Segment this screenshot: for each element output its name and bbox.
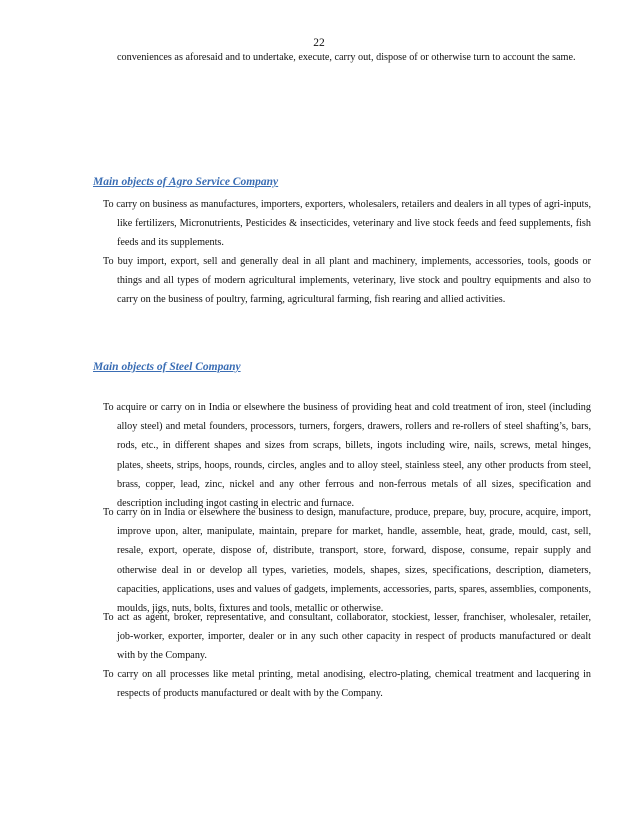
steel-item-3: To act as agent, broker, representative, and consultant, collaborator, stockiest, lesser, franchiser, wholesaler, retailer, job-worker, exporter, importer, dealer or in any such other capacity in respect of products manufactured or dealt with by the Company. xyxy=(103,612,591,662)
steel-item-1: To acquire or carry on in India or elsewhere the business of providing heat and cold treatment of iron, steel (including alloy steel) and metal founders, processors, turners, forgers, drawers, rollers and re-rollers of steel shafting’s, bars, rods, etc., in different shapes and sizes from scraps, billets, ingots including wire, nails, screws, metal hinges, plates, sheets, strips, hoops, rounds, circles, angles and to alloy steel, stainless steel, any other products from steel, brass, copper, lead, zinc, nickel and any other ferrous and non-ferrous metals of all sizes, specification and description including ingot casting in electric and furnace. xyxy=(103,402,591,510)
steel-item-2: To carry on in India or elsewhere the business to design, manufacture, produce, prepare, buy, procure, acquire, import, improve upon, alter, manipulate, maintain, prepare for market, handle, assemble, heat, grade, mould, cast, sell, resale, export, operate, dispose of, distribute, transport, store, forward, dispose, consume, repair supply and otherwise deal in or develop all types, varieties, models, shapes, sizes, specifications, description, diameters, capacities, applications, uses and values of gadgets, implements, accessories, parts, spares, assemblies, components, moulds, jigs, nuts, bolts, fixtures and tools, metallic or otherwise. xyxy=(103,507,591,615)
steel-item-4: To carry on all processes like metal printing, metal anodising, electro-plating, chemical treatment and lacquering in respects of products manufactured or dealt with by the Company. xyxy=(103,669,591,700)
page-number: 22 xyxy=(313,37,325,49)
agro-heading: Main objects of Agro Service Company xyxy=(93,176,279,188)
agro-item-2: To buy import, export, sell and generally deal in all plant and machinery, implements, accessories, tools, goods or things and all types of modern agricultural implements, veterinary, live stock and poultry equipments and also to carry on the business of poultry, farming, agricultural farming, fish rearing and allied activities. xyxy=(103,256,591,306)
intro-paragraph: conveniences as aforesaid and to undertake, execute, carry out, dispose of or otherwise turn to account the same. xyxy=(117,52,576,63)
agro-item-1: To carry on business as manufactures, importers, exporters, wholesalers, retailers and dealers in all types of agri-inputs, like fertilizers, Micronutrients, Pesticides & insecticides, veterinary and live stock feeds and feed supplements, fish feeds and its supplements. xyxy=(103,199,591,249)
steel-heading: Main objects of Steel Company xyxy=(93,361,241,373)
